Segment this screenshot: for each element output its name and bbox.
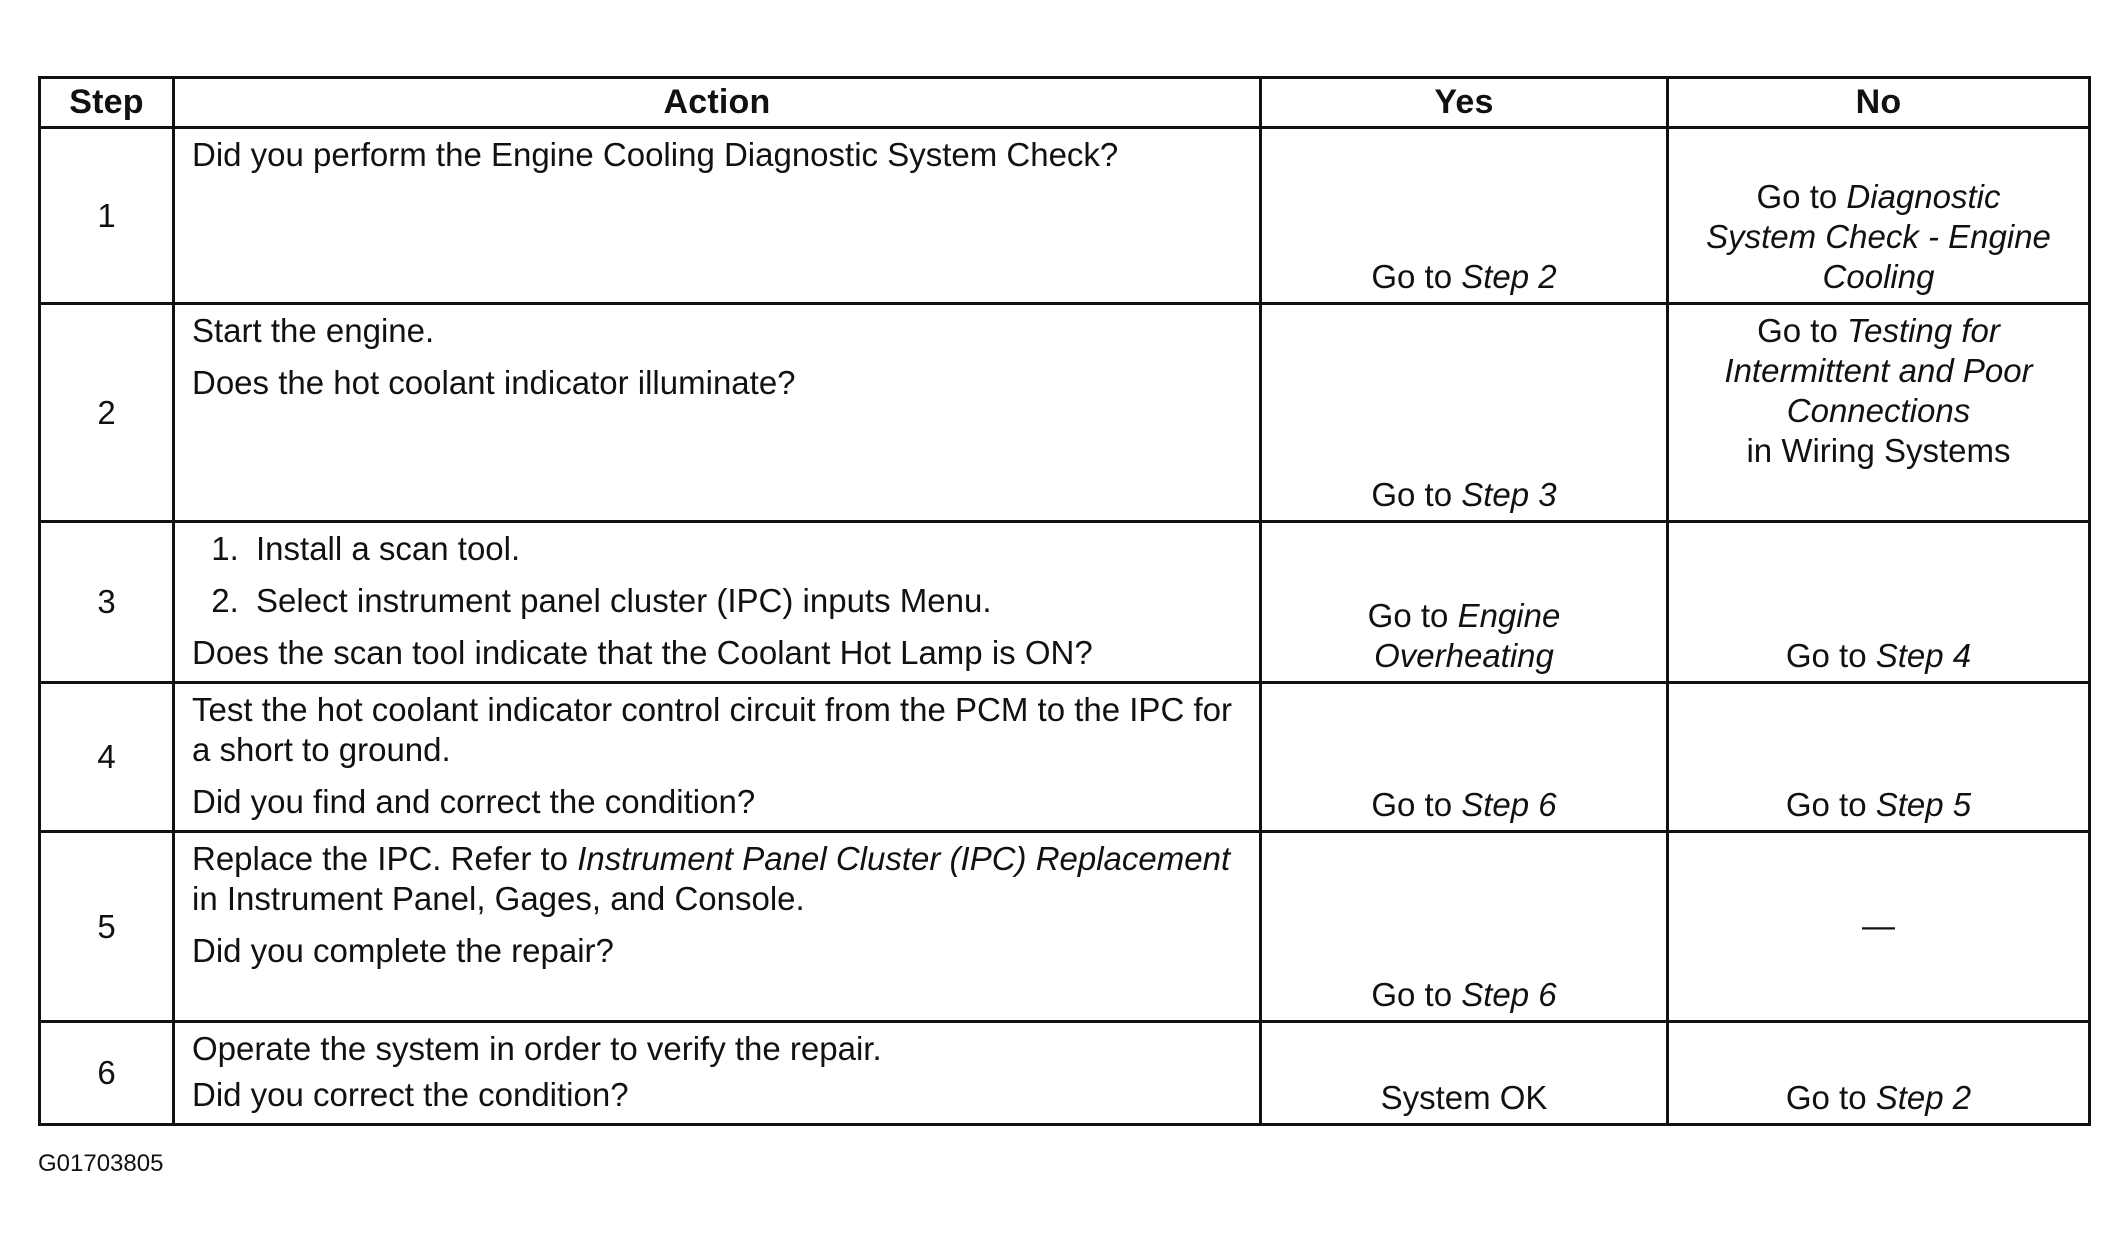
table-row bbox=[40, 683, 2090, 832]
yes-prefix: Go to bbox=[1371, 786, 1462, 823]
list-item: 1. Install a scan tool. bbox=[248, 529, 1243, 569]
no-cell bbox=[1668, 304, 2090, 522]
no-prefix: Go to bbox=[1756, 178, 1847, 215]
table-row bbox=[40, 832, 2090, 1022]
yes-cell bbox=[1261, 522, 1668, 683]
table-row bbox=[40, 1022, 2090, 1125]
table-row bbox=[40, 128, 2090, 304]
no-procedure-link[interactable]: Testing for Intermittent and Poor Connections bbox=[1724, 312, 2033, 429]
yes-step-link[interactable]: Step 6 bbox=[1461, 976, 1557, 1013]
list-item: 2. Select instrument panel cluster (IPC) inputs Menu. bbox=[248, 581, 1243, 621]
action-question: Did you complete the repair? bbox=[192, 932, 614, 969]
action-question: Did you correct the condition? bbox=[192, 1076, 629, 1113]
action-text: Did you perform the Engine Cooling Diagnostic System Check? bbox=[192, 136, 1119, 173]
yes-prefix: Go to bbox=[1371, 976, 1462, 1013]
no-step-link[interactable]: Step 4 bbox=[1875, 637, 1972, 674]
action-cell bbox=[174, 1022, 1261, 1125]
yes-procedure-link[interactable]: Engine Overheating bbox=[1374, 597, 1561, 674]
action-question: Did you find and correct the condition? bbox=[192, 783, 756, 820]
step-number: 6 bbox=[40, 1022, 174, 1125]
no-procedure-link[interactable]: Diagnostic System Check - Engine Cooling bbox=[1706, 178, 2051, 295]
yes-step-link[interactable]: Step 3 bbox=[1461, 476, 1557, 513]
header-action: Action bbox=[174, 78, 1261, 128]
action-cell bbox=[174, 128, 1261, 304]
header-no: No bbox=[1668, 78, 2090, 128]
action-text bbox=[192, 839, 1243, 919]
no-suffix: in Wiring Systems bbox=[1746, 432, 2011, 469]
no-cell bbox=[1668, 683, 2090, 832]
no-step-link[interactable]: Step 2 bbox=[1875, 1079, 1972, 1116]
yes-prefix: Go to bbox=[1371, 476, 1462, 513]
no-prefix: Go to bbox=[1757, 312, 1847, 349]
no-dash: — bbox=[1862, 907, 1895, 944]
action-intro: Replace the IPC. Refer to bbox=[192, 840, 578, 877]
figure-id: G01703805 bbox=[38, 1150, 164, 1177]
yes-prefix: Go to bbox=[1371, 258, 1462, 295]
no-cell bbox=[1668, 832, 2090, 1022]
yes-result: System OK bbox=[1380, 1079, 1548, 1116]
header-step: Step bbox=[40, 78, 174, 128]
table-row bbox=[40, 522, 2090, 683]
action-text: Operate the system in order to verify the repair. bbox=[192, 1030, 882, 1067]
table-row bbox=[40, 304, 2090, 522]
action-cell bbox=[174, 832, 1261, 1022]
table-header-row bbox=[40, 78, 2090, 128]
diagnostic-table bbox=[38, 76, 2091, 1126]
no-step-link[interactable]: Step 5 bbox=[1875, 786, 1972, 823]
header-yes: Yes bbox=[1261, 78, 1668, 128]
step-number: 1 bbox=[40, 128, 174, 304]
yes-cell bbox=[1261, 832, 1668, 1022]
action-text: Test the hot coolant indicator control circuit from the PCM to the IPC for a short to ground. bbox=[192, 691, 1232, 768]
yes-cell bbox=[1261, 683, 1668, 832]
step-number: 4 bbox=[40, 683, 174, 832]
yes-cell bbox=[1261, 128, 1668, 304]
action-cell bbox=[174, 683, 1261, 832]
no-prefix: Go to bbox=[1785, 637, 1876, 674]
action-question: Does the scan tool indicate that the Coolant Hot Lamp is ON? bbox=[192, 634, 1093, 671]
action-cell bbox=[174, 522, 1261, 683]
no-prefix: Go to bbox=[1785, 1079, 1876, 1116]
yes-step-link[interactable]: Step 2 bbox=[1461, 258, 1557, 295]
no-cell bbox=[1668, 522, 2090, 683]
action-cell bbox=[174, 304, 1261, 522]
action-text: Start the engine. bbox=[192, 312, 435, 349]
yes-step-link[interactable]: Step 6 bbox=[1461, 786, 1557, 823]
yes-cell bbox=[1261, 1022, 1668, 1125]
action-question: Does the hot coolant indicator illuminate? bbox=[192, 364, 796, 401]
step-number: 2 bbox=[40, 304, 174, 522]
step-number: 5 bbox=[40, 832, 174, 1022]
yes-prefix: Go to bbox=[1367, 597, 1458, 634]
no-prefix: Go to bbox=[1785, 786, 1876, 823]
step-number: 3 bbox=[40, 522, 174, 683]
no-cell bbox=[1668, 1022, 2090, 1125]
ipc-replacement-link[interactable]: Instrument Panel Cluster (IPC) Replacement bbox=[577, 840, 1231, 877]
yes-cell bbox=[1261, 304, 1668, 522]
no-cell bbox=[1668, 128, 2090, 304]
action-tail: in Instrument Panel, Gages, and Console. bbox=[192, 880, 805, 917]
action-steps-list bbox=[192, 529, 1243, 621]
